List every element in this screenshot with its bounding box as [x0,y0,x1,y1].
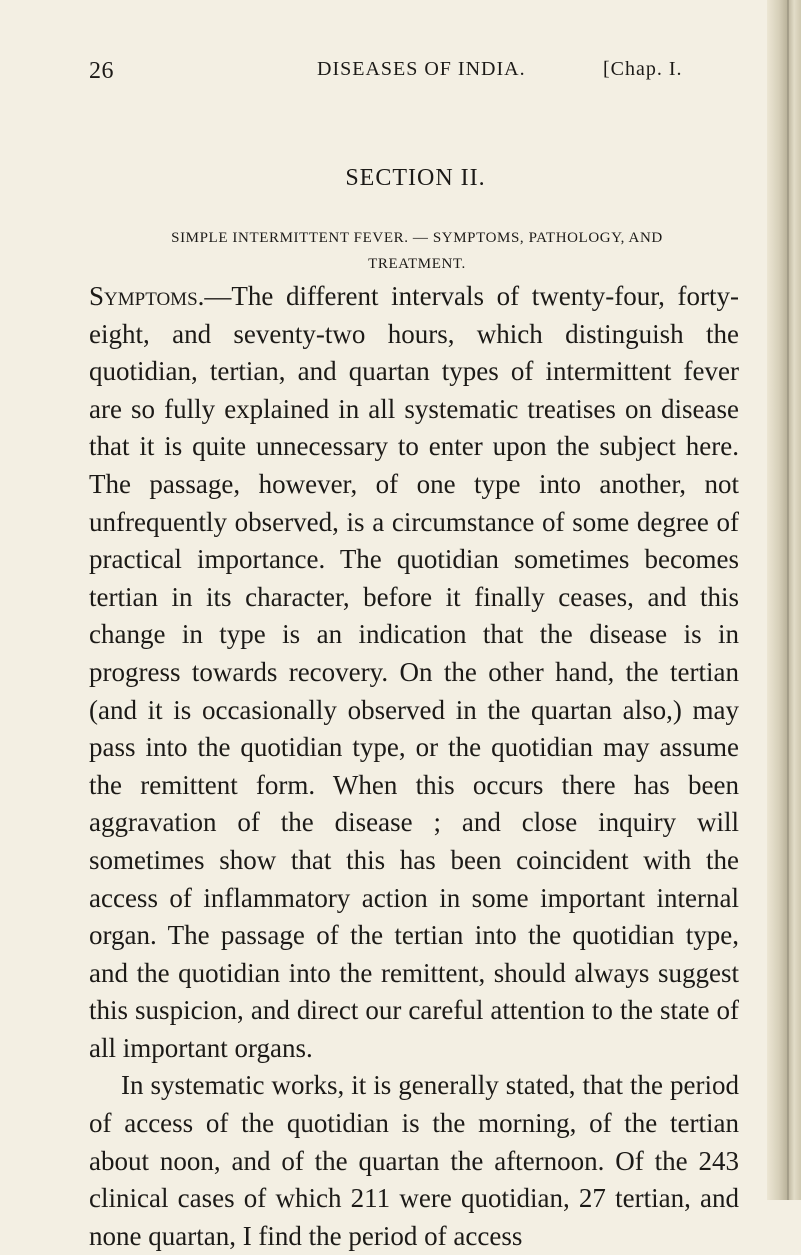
paragraph-lead: Symptoms. [89,281,205,311]
body-text [89,278,739,1255]
chapter-label: [Chap. I. [603,58,683,80]
running-header [0,58,801,92]
book-title: DISEASES OF INDIA. [317,58,526,80]
section-title: SECTION II. [345,165,486,191]
paragraph-1-text: —The different intervals of twenty-four, forty-eight, and seventy-two hours, which distinguish the quotidian, tertian, and quartan types of intermittent fever are so fully explained in all systematic treatises on disease that it is quite unnecessary to enter upon the subject here. The passage, however, of one type into another, not unfrequently observed, is a circumstance of some degree of practical importance. The quotidian sometimes becomes tertian in its character, before it finally ceases, and this change in type is an indication that the disease is in progress towards recovery. On the other hand, the tertian (and it is occasionally observed in the quartan also,) may pass into the quotidian type, or the quotidian may assume the remittent form. When this occurs there has been aggravation of the disease ; and close inquiry will sometimes show that this has been coincident with the access of inflammatory action in some important internal organ. The passage of the tertian into the quotidian type, and the quotidian into the remittent, should always suggest this suspicion, and direct our careful attention to the state of all important organs. [89,281,739,1063]
paragraph-1 [89,278,739,1067]
paragraph-2: In systematic works, it is generally stated, that the period of access of the quotidian is the morning, of the tertian about noon, and of the quartan the afternoon. Of the 243 clinical cases of which 211 were quotidian, 27 tertian, and none quartan, I find the period of access [89,1070,739,1251]
page-number: 26 [89,58,114,84]
section-subtitle: SIMPLE INTERMITTENT FEVER. — SYMPTOMS, PATHOLOGY, AND TREATMENT. [171,230,663,272]
